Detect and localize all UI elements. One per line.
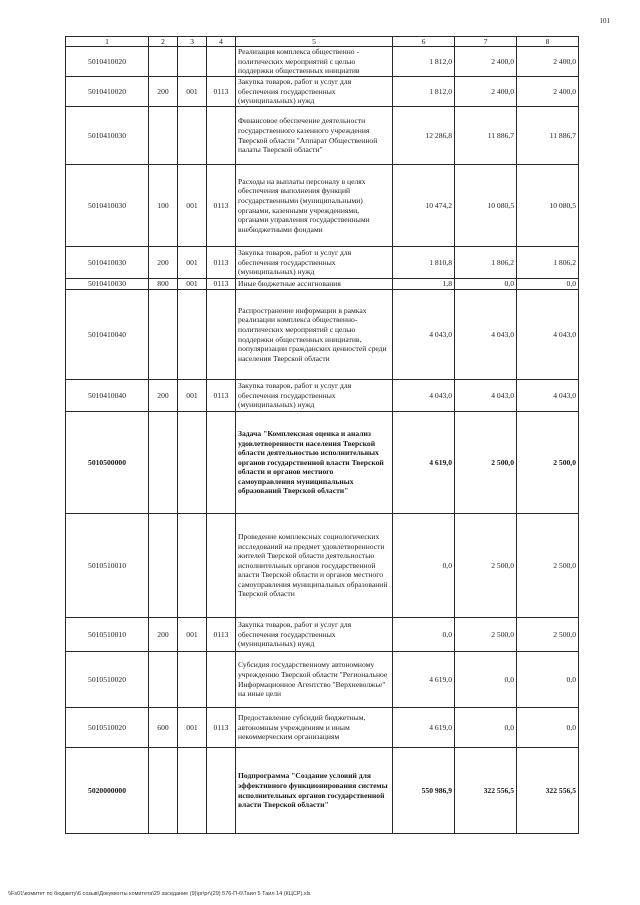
cell-v7: 2 500,0 xyxy=(455,412,517,514)
cell-v6: 4 619,0 xyxy=(393,652,455,708)
cell-pr: 0113 xyxy=(207,708,236,748)
cell-v7: 11 886,7 xyxy=(455,107,517,165)
cell-code: 5010510020 xyxy=(66,652,149,708)
cell-code: 5010410020 xyxy=(66,77,149,107)
cell-code: 5010410030 xyxy=(66,107,149,165)
cell-pr xyxy=(207,514,236,618)
cell-v7: 2 500,0 xyxy=(455,618,517,652)
cell-vr: 800 xyxy=(149,279,178,290)
cell-v8: 11 886,7 xyxy=(517,107,579,165)
cell-v6: 1 812,0 xyxy=(393,47,455,77)
cell-vr: 100 xyxy=(149,165,178,247)
cell-code: 5010410030 xyxy=(66,247,149,279)
cell-rz xyxy=(178,47,207,77)
cell-code: 5010510010 xyxy=(66,514,149,618)
cell-v6: 4 043,0 xyxy=(393,380,455,412)
cell-desc: Финансовое обеспечение деятельности государственного казенного учреждения Тверской области "Аппарат Общественной палаты Тверской области" xyxy=(236,107,393,165)
cell-desc: Задача "Комплексная оценка и анализ удовлетворенности населения Тверской области деятельностью исполнительных органов государственной власти Тверской области и органов местного самоуправления муниципальных образований Тверской области" xyxy=(236,412,393,514)
cell-v7: 0,0 xyxy=(455,279,517,290)
cell-pr: 0113 xyxy=(207,77,236,107)
cell-vr: 200 xyxy=(149,77,178,107)
cell-pr: 0113 xyxy=(207,247,236,279)
cell-v8: 2 500,0 xyxy=(517,514,579,618)
cell-pr: 0113 xyxy=(207,618,236,652)
budget-table xyxy=(65,36,579,834)
cell-vr: 600 xyxy=(149,708,178,748)
cell-code: 5010410030 xyxy=(66,165,149,247)
cell-v7: 0,0 xyxy=(455,708,517,748)
cell-v7: 2 500,0 xyxy=(455,514,517,618)
cell-v7: 1 806,2 xyxy=(455,247,517,279)
cell-rz xyxy=(178,412,207,514)
table-row xyxy=(66,290,579,380)
table-row xyxy=(66,708,579,748)
table-header-row xyxy=(66,37,579,47)
column-header: 1 xyxy=(66,37,149,47)
cell-code: 5010410020 xyxy=(66,47,149,77)
table-row xyxy=(66,47,579,77)
column-header: 4 xyxy=(207,37,236,47)
cell-rz xyxy=(178,748,207,834)
cell-vr xyxy=(149,652,178,708)
cell-v8: 2 500,0 xyxy=(517,412,579,514)
cell-code: 5010410040 xyxy=(66,290,149,380)
table-row xyxy=(66,380,579,412)
table-row xyxy=(66,107,579,165)
cell-v7: 4 043,0 xyxy=(455,290,517,380)
cell-v8: 0,0 xyxy=(517,708,579,748)
cell-desc: Иные бюджетные ассигнования xyxy=(236,279,393,290)
cell-desc: Закупка товаров, работ и услуг для обеспечения государственных (муниципальных) нужд xyxy=(236,247,393,279)
table-row xyxy=(66,279,579,290)
cell-vr xyxy=(149,748,178,834)
table-row xyxy=(66,652,579,708)
cell-v6: 0,0 xyxy=(393,514,455,618)
cell-vr xyxy=(149,412,178,514)
cell-rz: 001 xyxy=(178,380,207,412)
table-body xyxy=(66,47,579,834)
cell-v8: 10 080,5 xyxy=(517,165,579,247)
cell-v6: 0,0 xyxy=(393,618,455,652)
cell-vr xyxy=(149,514,178,618)
cell-pr xyxy=(207,412,236,514)
cell-v7: 4 043,0 xyxy=(455,380,517,412)
footer-file-path: \\Fs01\комитет по бюджету\6 созыв\Документы комитета\29 заседание (9)\pr\pr\(29) 576-П-6\Таил 5 Таил 14 (КЦСР).xls xyxy=(8,891,311,897)
cell-pr xyxy=(207,290,236,380)
cell-rz: 001 xyxy=(178,708,207,748)
cell-vr xyxy=(149,107,178,165)
table-row xyxy=(66,618,579,652)
cell-pr xyxy=(207,748,236,834)
cell-v6: 12 286,8 xyxy=(393,107,455,165)
cell-desc: Закупка товаров, работ и услуг для обеспечения государственных (муниципальных) нужд xyxy=(236,77,393,107)
cell-rz: 001 xyxy=(178,77,207,107)
cell-pr xyxy=(207,652,236,708)
cell-rz: 001 xyxy=(178,618,207,652)
cell-desc: Закупка товаров, работ и услуг для обеспечения государственных (муниципальных) нужд xyxy=(236,618,393,652)
cell-pr: 0113 xyxy=(207,380,236,412)
cell-v8: 4 043,0 xyxy=(517,290,579,380)
cell-v6: 4 619,0 xyxy=(393,412,455,514)
cell-v6: 10 474,2 xyxy=(393,165,455,247)
cell-v6: 4 043,0 xyxy=(393,290,455,380)
table-row xyxy=(66,748,579,834)
cell-v8: 0,0 xyxy=(517,652,579,708)
cell-v8: 0,0 xyxy=(517,279,579,290)
cell-v6: 4 619,0 xyxy=(393,708,455,748)
cell-vr: 200 xyxy=(149,380,178,412)
column-header: 5 xyxy=(236,37,393,47)
column-header: 7 xyxy=(455,37,517,47)
cell-v6: 550 986,9 xyxy=(393,748,455,834)
cell-desc: Реализация комплекса общественно - политических мероприятий с целью поддержки общественных инициатив xyxy=(236,47,393,77)
table-row xyxy=(66,412,579,514)
cell-v7: 10 080,5 xyxy=(455,165,517,247)
cell-desc: Проведение комплексных социологических исследований на предмет удовлетворенности жителей Тверской области деятельностью исполнительных органов государственной власти Тверской области и органов местного самоуправления муниципальных образований Тверской области xyxy=(236,514,393,618)
cell-rz xyxy=(178,107,207,165)
cell-v6: 1,8 xyxy=(393,279,455,290)
cell-v7: 0,0 xyxy=(455,652,517,708)
cell-desc: Распространение информации в рамках реализации комплекса общественно-политических мероприятий с целью поддержки общественных инициатив, популяризации гражданских ценностей среди населения Тверской области xyxy=(236,290,393,380)
cell-code: 5010410030 xyxy=(66,279,149,290)
cell-rz: 001 xyxy=(178,165,207,247)
cell-rz xyxy=(178,652,207,708)
column-header: 2 xyxy=(149,37,178,47)
cell-v8: 322 556,5 xyxy=(517,748,579,834)
cell-code: 5010410040 xyxy=(66,380,149,412)
column-header: 8 xyxy=(517,37,579,47)
column-header: 6 xyxy=(393,37,455,47)
cell-desc: Предоставление субсидий бюджетным, автономным учреждениям и иным некоммерческим организациям xyxy=(236,708,393,748)
cell-vr xyxy=(149,290,178,380)
cell-v8: 4 043,0 xyxy=(517,380,579,412)
cell-pr: 0113 xyxy=(207,165,236,247)
cell-rz xyxy=(178,514,207,618)
cell-code: 5020000000 xyxy=(66,748,149,834)
cell-v6: 1 812,0 xyxy=(393,77,455,107)
cell-code: 5010510010 xyxy=(66,618,149,652)
cell-code: 5010500000 xyxy=(66,412,149,514)
cell-desc: Подпрограмма "Создание условий для эффективного функционирования системы исполнительных органов государственной власти Тверской области" xyxy=(236,748,393,834)
cell-desc: Расходы на выплаты персоналу в целях обеспечения выполнения функций государственными (муниципальными) органами, казенными учреждениями, органами управления государственными внебюджетными фондами xyxy=(236,165,393,247)
cell-rz: 001 xyxy=(178,247,207,279)
cell-vr xyxy=(149,47,178,77)
cell-v6: 1 810,8 xyxy=(393,247,455,279)
cell-v7: 2 400,0 xyxy=(455,77,517,107)
column-header: 3 xyxy=(178,37,207,47)
cell-rz: 001 xyxy=(178,279,207,290)
cell-v7: 322 556,5 xyxy=(455,748,517,834)
cell-desc: Закупка товаров, работ и услуг для обеспечения государственных (муниципальных) нужд xyxy=(236,380,393,412)
cell-vr: 200 xyxy=(149,247,178,279)
cell-v8: 2 400,0 xyxy=(517,47,579,77)
cell-v8: 1 806,2 xyxy=(517,247,579,279)
cell-v7: 2 400,0 xyxy=(455,47,517,77)
page-number: 101 xyxy=(599,17,610,25)
cell-rz xyxy=(178,290,207,380)
table-row xyxy=(66,247,579,279)
cell-vr: 200 xyxy=(149,618,178,652)
cell-v8: 2 500,0 xyxy=(517,618,579,652)
cell-pr xyxy=(207,47,236,77)
cell-desc: Субсидия государственному автономному учреждению Тверской области "Региональное Информационное Агентство "Верхневолжье" на иные цели xyxy=(236,652,393,708)
table-row xyxy=(66,77,579,107)
cell-v8: 2 400,0 xyxy=(517,77,579,107)
cell-pr: 0113 xyxy=(207,279,236,290)
table-row xyxy=(66,165,579,247)
cell-pr xyxy=(207,107,236,165)
cell-code: 5010510020 xyxy=(66,708,149,748)
table-row xyxy=(66,514,579,618)
